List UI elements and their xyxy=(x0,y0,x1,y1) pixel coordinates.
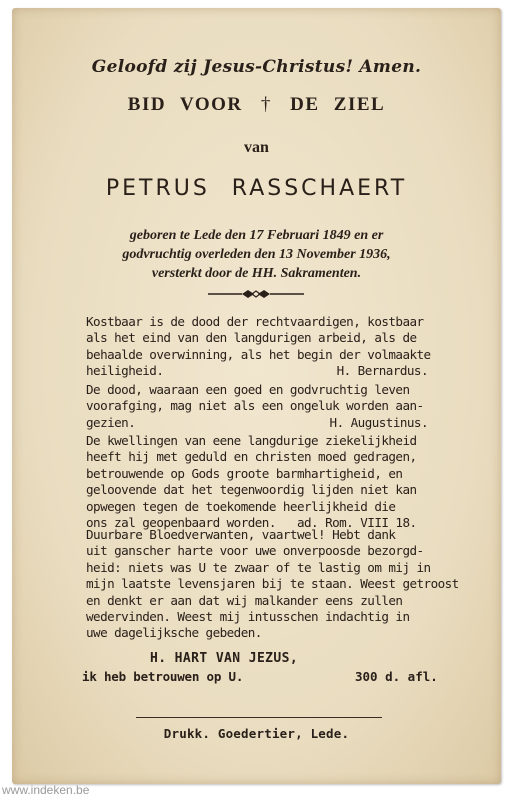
paragraph-line: uwe dagelijksche gebeden. xyxy=(86,625,262,641)
paragraph-line: heeft hij met geduld en christen moed gedragen, xyxy=(86,449,417,465)
sacred-heart-invocation: H. HART VAN JEZUS, xyxy=(150,651,299,666)
quote-line: als het eind van den langdurigen arbeid, als de xyxy=(86,330,417,346)
prayer-request-right: DE ZIEL xyxy=(290,94,386,115)
bernardus-quote xyxy=(86,314,432,380)
cross-icon: † xyxy=(260,94,272,115)
prayer-request-left: BID VOOR xyxy=(127,94,243,115)
paragraph-line: heid: niets was U te zwaar of te lastig om mij in xyxy=(86,559,431,575)
birth-death-info xyxy=(12,226,501,283)
suffering-paragraph xyxy=(86,433,432,531)
paragraph-line: en denkt er aan dat wij malkander eens zullen xyxy=(86,592,403,608)
paragraph-line: mijn laatste levensjaren bij te staan. Weest getroost xyxy=(86,576,459,592)
divider-rule xyxy=(136,717,382,718)
quote-line: Kostbaar is de dood der rechtvaardigen, kostbaar xyxy=(86,314,424,329)
opening-acclamation: Geloofd zij Jesus-Christus! Amen. xyxy=(91,57,422,77)
quote-last-line xyxy=(86,363,432,379)
quote-attribution: H. Bernardus. xyxy=(336,363,428,379)
paragraph-line: uit ganscher harte voor uwe onverpoosde bezorgd- xyxy=(86,543,424,559)
van-label: van xyxy=(244,139,269,156)
indulgence-note: 300 d. afl. xyxy=(355,669,438,684)
sacraments-line: versterkt door de HH. Sakramenten. xyxy=(151,266,362,281)
augustinus-quote xyxy=(86,382,432,431)
quote-line: voorafging, mag niet als een ongeluk worden aan- xyxy=(86,398,424,414)
quote-attribution: H. Augustinus. xyxy=(329,414,428,430)
death-line: godvruchtig overleden den 13 November 1936, xyxy=(122,247,391,262)
quote-line: gezien. xyxy=(86,414,136,430)
quote-line: behaalde overwinning, als het begin der volmaakte xyxy=(86,346,431,362)
quote-line: De dood, waaraan een goed en godvruchtig leven xyxy=(86,382,410,397)
memorial-card xyxy=(12,8,501,784)
quote-line: heiligheid. xyxy=(86,363,164,379)
farewell-paragraph xyxy=(86,527,459,642)
paragraph-line: wedervinden. Weest mij intusschen indachtig in xyxy=(86,609,410,625)
quote-last-line xyxy=(86,415,432,431)
paragraph-line: ons zal geopenbaard worden. ad. Rom. VIII 18. xyxy=(86,515,417,531)
paragraph-line: Duurbare Bloedverwanten, vaartwel! Hebt dank xyxy=(86,527,396,542)
printer-imprint: Drukk. Goedertier, Lede. xyxy=(163,726,350,741)
birth-line: geboren te Lede den 17 Februari 1849 en er xyxy=(129,228,384,243)
prayer-request xyxy=(12,94,501,116)
paragraph-line: opwegen tegen de toekomende heerlijkheid die xyxy=(86,498,396,514)
paragraph-line: geloovende dat het tegenwoordig lijden niet kan xyxy=(86,482,417,498)
deceased-name: PETRUS RASSCHAERT xyxy=(105,176,408,201)
ornamental-divider-icon xyxy=(208,288,304,300)
trust-prayer: ik heb betrouwen op U. xyxy=(82,669,244,684)
site-watermark: www.indeken.be xyxy=(2,783,90,797)
paragraph-line: betrouwende op Gods groote barmhartigheid, en xyxy=(86,465,403,481)
paragraph-line: De kwellingen van eene langdurige ziekelijkheid xyxy=(86,433,417,448)
